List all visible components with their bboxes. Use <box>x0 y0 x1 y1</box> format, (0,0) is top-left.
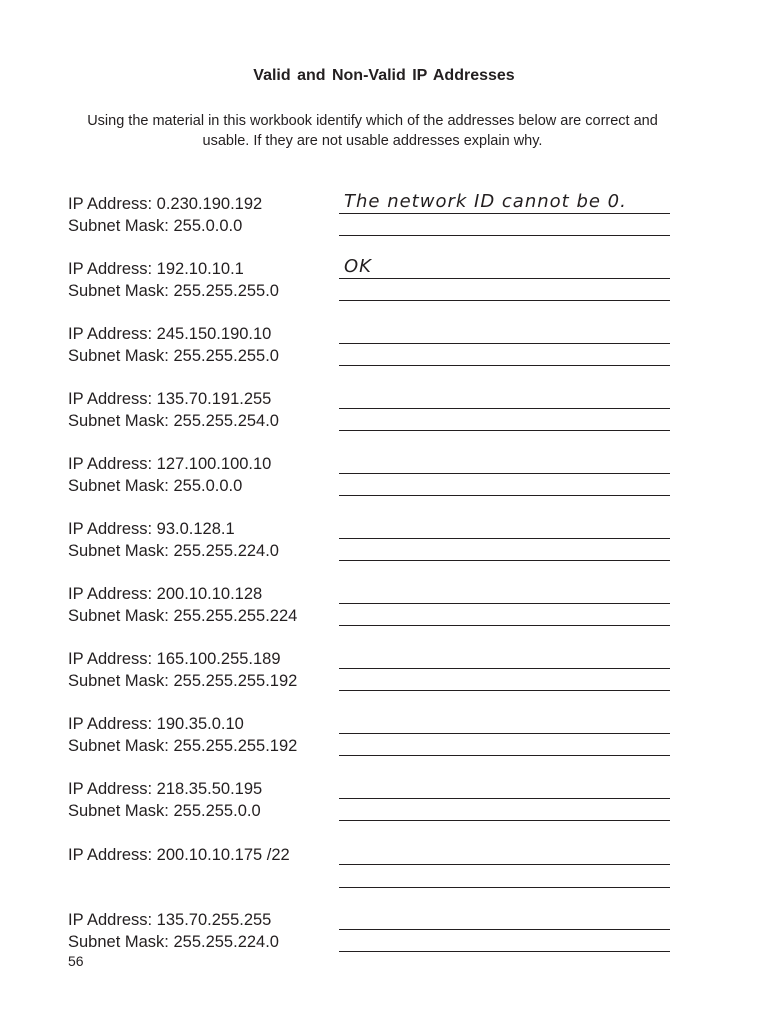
answer-line[interactable] <box>339 887 670 888</box>
subnet-mask-label: Subnet Mask: 255.255.224.0 <box>68 933 279 951</box>
answer-line[interactable] <box>339 473 670 474</box>
answer-line[interactable] <box>339 733 670 734</box>
answer-line[interactable] <box>339 343 670 344</box>
ip-address-label: IP Address: 165.100.255.189 <box>68 650 281 668</box>
ip-address-label: IP Address: 135.70.255.255 <box>68 911 272 929</box>
subnet-mask-label: Subnet Mask: 255.255.255.192 <box>68 672 298 690</box>
ip-address-label: IP Address: 135.70.191.255 <box>68 390 272 408</box>
instructions-text: Using the material in this workbook identify which of the addresses below are correct and usable. If they are not usable addresses explain why. <box>87 113 658 149</box>
address-entry <box>68 650 672 698</box>
ip-address-label: IP Address: 200.10.10.128 <box>68 585 263 603</box>
address-entry <box>68 911 672 959</box>
subnet-mask-label: Subnet Mask: 255.0.0.0 <box>68 217 243 235</box>
address-entry <box>68 585 672 633</box>
answer-line[interactable] <box>339 625 670 626</box>
address-entry <box>68 520 672 568</box>
subnet-mask-label: Subnet Mask: 255.255.0.0 <box>68 802 261 820</box>
answer-line[interactable] <box>339 300 670 301</box>
answer-line[interactable] <box>339 668 670 669</box>
address-entry <box>68 455 672 503</box>
subnet-mask-label: Subnet Mask: 255.255.254.0 <box>68 412 279 430</box>
ip-address-label: IP Address: 192.10.10.1 <box>68 260 244 278</box>
address-entry <box>68 780 672 828</box>
answer-line[interactable] <box>339 213 670 214</box>
ip-address-label: IP Address: 190.35.0.10 <box>68 715 244 733</box>
address-entry <box>68 325 672 373</box>
address-entry <box>68 390 672 438</box>
answer-line[interactable] <box>339 495 670 496</box>
answer-line[interactable] <box>339 365 670 366</box>
ip-address-label: IP Address: 245.150.190.10 <box>68 325 272 343</box>
answer-line[interactable] <box>339 278 670 279</box>
answer-line[interactable] <box>339 430 670 431</box>
answer-line[interactable] <box>339 798 670 799</box>
address-entry <box>68 256 672 308</box>
answer-line[interactable] <box>339 538 670 539</box>
subnet-mask-label: Subnet Mask: 255.255.255.0 <box>68 347 279 365</box>
answer-line[interactable] <box>339 603 670 604</box>
answer-line[interactable] <box>339 560 670 561</box>
handwritten-answer: The network ID cannot be 0. <box>344 191 627 212</box>
page-number: 56 <box>68 953 84 969</box>
page-title: Valid and Non-Valid IP Addresses <box>253 67 515 84</box>
subnet-mask-label: Subnet Mask: 255.255.224.0 <box>68 542 279 560</box>
answer-line[interactable] <box>339 864 670 865</box>
answer-line[interactable] <box>339 408 670 409</box>
answer-line[interactable] <box>339 690 670 691</box>
ip-address-label: IP Address: 127.100.100.10 <box>68 455 272 473</box>
answer-line[interactable] <box>339 755 670 756</box>
address-entry <box>68 846 672 894</box>
handwritten-answer: OK <box>344 256 372 277</box>
ip-address-label: IP Address: 200.10.10.175 /22 <box>68 846 290 864</box>
ip-address-label: IP Address: 0.230.190.192 <box>68 195 263 213</box>
ip-address-label: IP Address: 218.35.50.195 <box>68 780 263 798</box>
ip-address-label: IP Address: 93.0.128.1 <box>68 520 235 538</box>
subnet-mask-label: Subnet Mask: 255.255.255.224 <box>68 607 298 625</box>
subnet-mask-label: Subnet Mask: 255.255.255.0 <box>68 282 279 300</box>
subnet-mask-label: Subnet Mask: 255.0.0.0 <box>68 477 243 495</box>
answer-line[interactable] <box>339 820 670 821</box>
address-entry <box>68 191 672 243</box>
address-entry <box>68 715 672 763</box>
answer-line[interactable] <box>339 929 670 930</box>
subnet-mask-label: Subnet Mask: 255.255.255.192 <box>68 737 298 755</box>
answer-line[interactable] <box>339 951 670 952</box>
answer-line[interactable] <box>339 235 670 236</box>
